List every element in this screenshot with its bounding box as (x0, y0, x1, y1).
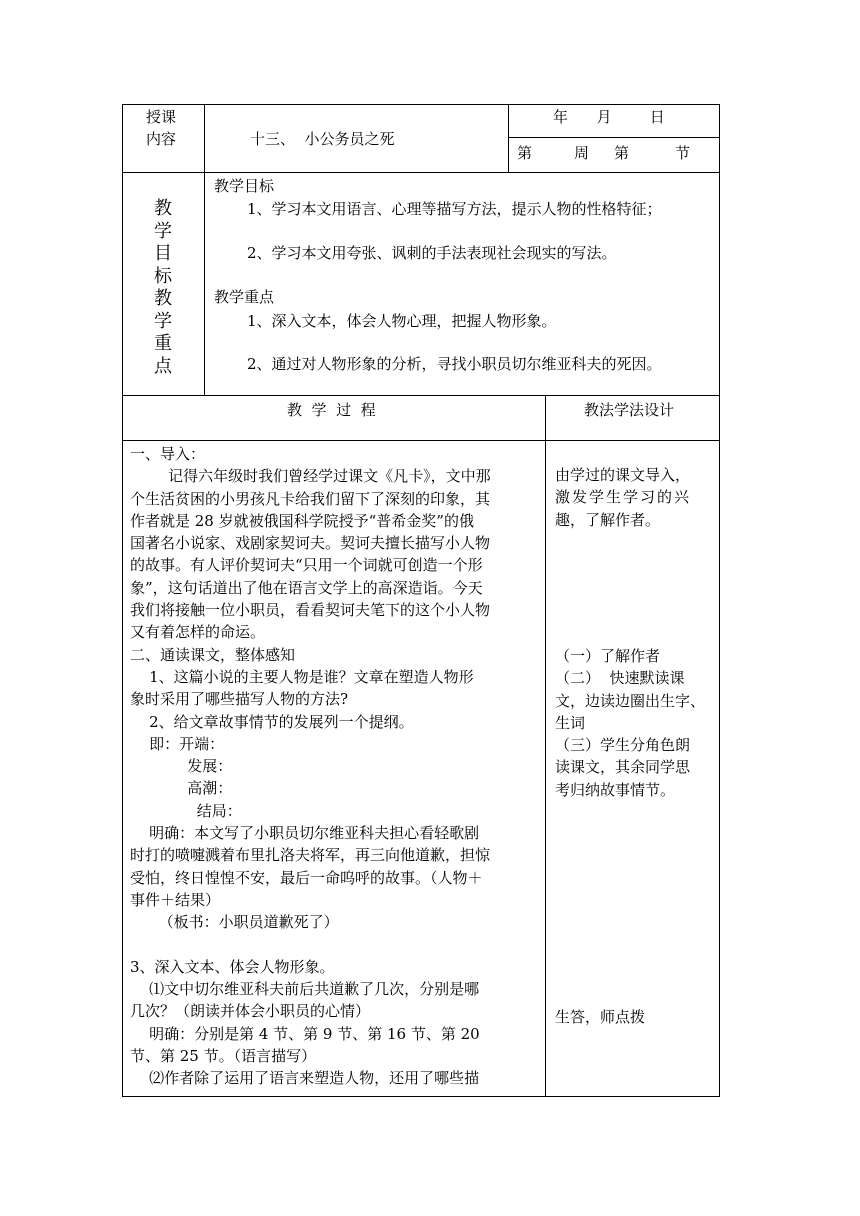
table-border-right (719, 104, 720, 1097)
subject-label-line1: 授课 (146, 108, 177, 126)
process-line: 即：开端： (130, 734, 225, 753)
process-line: 时打的喷嚏溅着布里扎洛夫将军，再三向他道歉，担惊 (130, 846, 491, 865)
process-line: 象时采用了哪些描写人物的方法? (130, 690, 349, 709)
note-line: （一）了解作者 (555, 647, 661, 665)
process-line: 明确：本文写了小职员切尔维亚科夫担心看轻歌剧 (130, 824, 480, 843)
period-section-unit: 节 (675, 144, 691, 162)
process-line: 作者就是 28 岁就被俄国科学院授予“普希金奖”的俄 (130, 511, 474, 530)
process-line: 结局： (130, 801, 242, 820)
side-label-char: 教 (154, 288, 172, 309)
process-line: 我们将接触一位小职员，看看契诃夫笔下的这个小人物 (130, 601, 491, 620)
process-line: 个生活贫困的小男孩凡卡给我们留下了深刻的印象，其 (130, 489, 491, 508)
process-line: 1、这篇小说的主要人物是谁？文章在塑造人物形 (130, 667, 474, 686)
process-line: 二、通读课文，整体感知 (130, 645, 296, 664)
note-intro (555, 464, 717, 531)
note-line: （二） 快速默读课 (555, 669, 685, 688)
process-line: ⑵作者除了运用了语言来塑造人物，还用了哪些描 (130, 1069, 480, 1088)
note-line: 读课文，其余同学思 (555, 758, 691, 777)
side-label-char: 学 (154, 310, 172, 332)
teaching-process-body (130, 443, 542, 1090)
note-line: 生答，师点拨 (555, 1008, 646, 1026)
side-label-char: 教 (154, 198, 172, 219)
process-column-header: 教 学 过 程 (287, 401, 376, 419)
process-column-divider (545, 395, 546, 1097)
note-line: 考归纳故事情节。 (555, 780, 676, 799)
process-line: ⑴文中切尔维亚科夫前后共道歉了几次，分别是哪 (130, 980, 480, 999)
goal-item: 2、学习本文用夸张、讽刺的手法表现社会现实的写法。 (247, 244, 617, 262)
method-column-header: 教法学法设计 (584, 401, 675, 419)
objectives-row-bottom (122, 395, 720, 396)
process-line: 一、导入： (130, 445, 206, 463)
process-line: 受怕，终日惶惶不安，最后一命呜呼的故事。（人物＋ (130, 868, 483, 887)
process-line: 明确：分别是第 4 节、第 9 节、第 16 节、第 20 (130, 1024, 480, 1043)
process-line: 发展： (130, 757, 233, 776)
date-row-divider (508, 137, 720, 138)
process-line: 国著名小说家、戏剧家契诃夫。契诃夫擅长描写小人物 (130, 534, 491, 553)
process-header-bottom (122, 440, 720, 441)
header-divider-1 (204, 104, 205, 396)
process-line: 高潮： (130, 779, 233, 798)
side-label-char: 学 (154, 220, 172, 242)
period-week-label: 第 (517, 144, 533, 162)
note-line: 趣，了解作者。 (555, 510, 661, 529)
header-row-bottom (122, 172, 720, 173)
note-line: 由学过的课文导入， (555, 466, 691, 484)
key-point-item: 2、通过对人物形象的分析，寻找小职员切尔维亚科夫的死因。 (247, 355, 662, 373)
side-label-char: 重 (154, 333, 172, 354)
lesson-title: 十三、 小公务员之死 (250, 130, 395, 148)
process-line: 节、第 25 节。（语言描写） (130, 1047, 317, 1066)
side-label-char: 标 (154, 265, 172, 287)
key-points-heading: 教学重点 (214, 288, 275, 306)
process-line: 又有着怎样的命运。 (130, 623, 266, 642)
process-line: 几次？（朗读并体会小职员的心情） (130, 1002, 371, 1021)
process-line: 象”，这句话道出了他在语言文学上的高深造诣。今天 (130, 578, 483, 597)
process-line (130, 934, 542, 956)
side-label-char: 点 (154, 355, 172, 377)
date-row: 年 月 日 (553, 108, 665, 126)
table-border-bottom (122, 1096, 720, 1097)
goals-heading: 教学目标 (214, 177, 275, 195)
process-line: 记得六年级时我们曾经学过课文《凡卡》，文中那 (130, 467, 491, 486)
process-line: 3、深入文本、体会人物形象。 (130, 957, 335, 976)
process-line: （板书：小职员道歉死了） (130, 913, 339, 932)
goal-item: 1、学习本文用语言、心理等描写方法，提示人物的性格特征； (247, 200, 662, 218)
note-line: 生词 (555, 713, 586, 732)
side-label-char: 目 (154, 243, 172, 264)
note-line: （三）学生分角色朗 (555, 736, 691, 755)
process-line: 的故事。有人评价契诃夫“只用一个词就可创造一个形 (130, 556, 483, 575)
table-border-top (122, 104, 720, 105)
table-border-left (122, 104, 123, 1097)
key-point-item: 1、深入文本，体会人物心理，把握人物形象。 (247, 312, 557, 330)
header-divider-2 (508, 104, 509, 173)
objectives-side-label (148, 198, 178, 378)
process-line: 事件＋结果） (130, 890, 221, 909)
period-section-label: 第 (614, 144, 630, 162)
period-week-unit: 周 (574, 144, 590, 162)
note-line: 文，边读边圈出生字、 (555, 691, 706, 710)
note-reading (555, 645, 719, 801)
subject-label-line2: 内容 (146, 130, 177, 148)
process-line: 2、给文章故事情节的发展列一个提纲。 (130, 712, 414, 731)
note-line: 激发学生学习的兴 (555, 488, 692, 507)
note-answer (555, 1006, 717, 1028)
